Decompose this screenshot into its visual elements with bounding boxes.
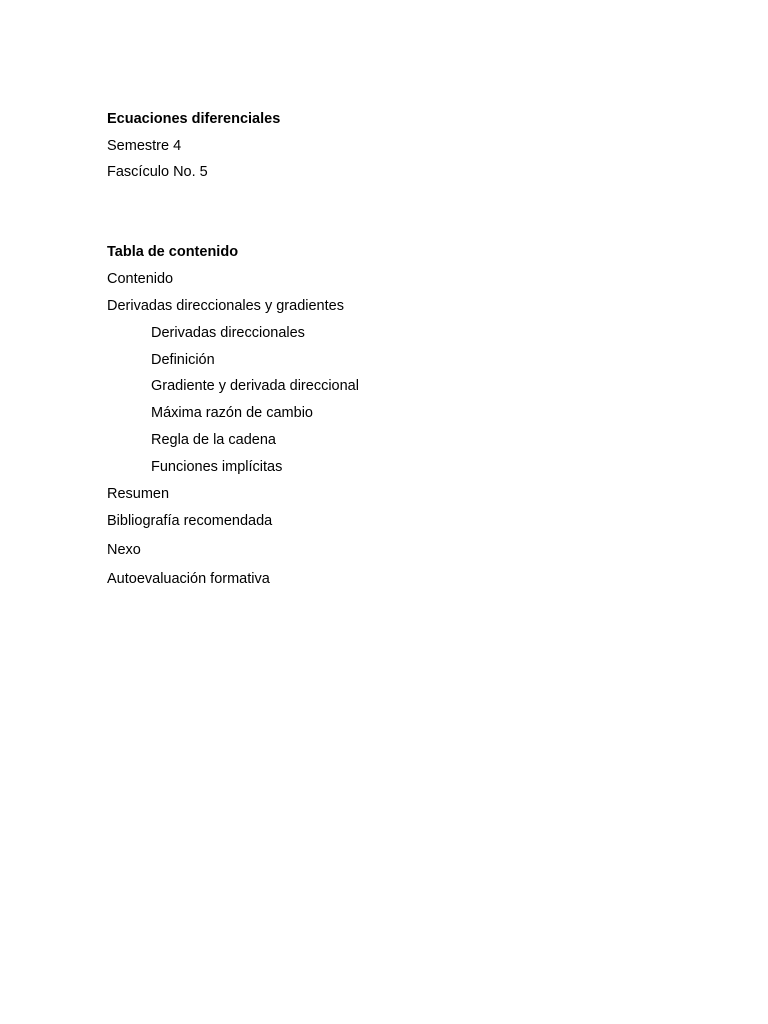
semester-label: Semestre 4 — [107, 138, 182, 154]
toc-entry-bibliografia-recomendada: Bibliografía recomendada — [107, 513, 273, 529]
toc-heading: Tabla de contenido — [107, 244, 239, 260]
toc-entry-regla-de-la-cadena: Regla de la cadena — [151, 432, 276, 448]
toc-entry-autoevaluacion-formativa: Autoevaluación formativa — [107, 571, 270, 587]
toc-entry-resumen: Resumen — [107, 486, 170, 502]
toc-entry-maxima-razon-de-cambio: Máxima razón de cambio — [151, 405, 313, 421]
toc-entry-contenido: Contenido — [107, 271, 174, 287]
fascicle-label: Fascículo No. 5 — [107, 164, 208, 180]
toc-entry-funciones-implicitas: Funciones implícitas — [151, 459, 283, 475]
toc-entry-nexo: Nexo — [107, 542, 141, 558]
toc-entry-derivadas-direccionales-y-gradientes: Derivadas direccionales y gradientes — [107, 298, 344, 314]
toc-entry-derivadas-direccionales: Derivadas direccionales — [151, 325, 305, 341]
toc-entry-gradiente-y-derivada-direccional: Gradiente y derivada direccional — [151, 378, 359, 394]
course-title: Ecuaciones diferenciales — [107, 111, 281, 127]
toc-entry-definicion: Definición — [151, 352, 215, 368]
